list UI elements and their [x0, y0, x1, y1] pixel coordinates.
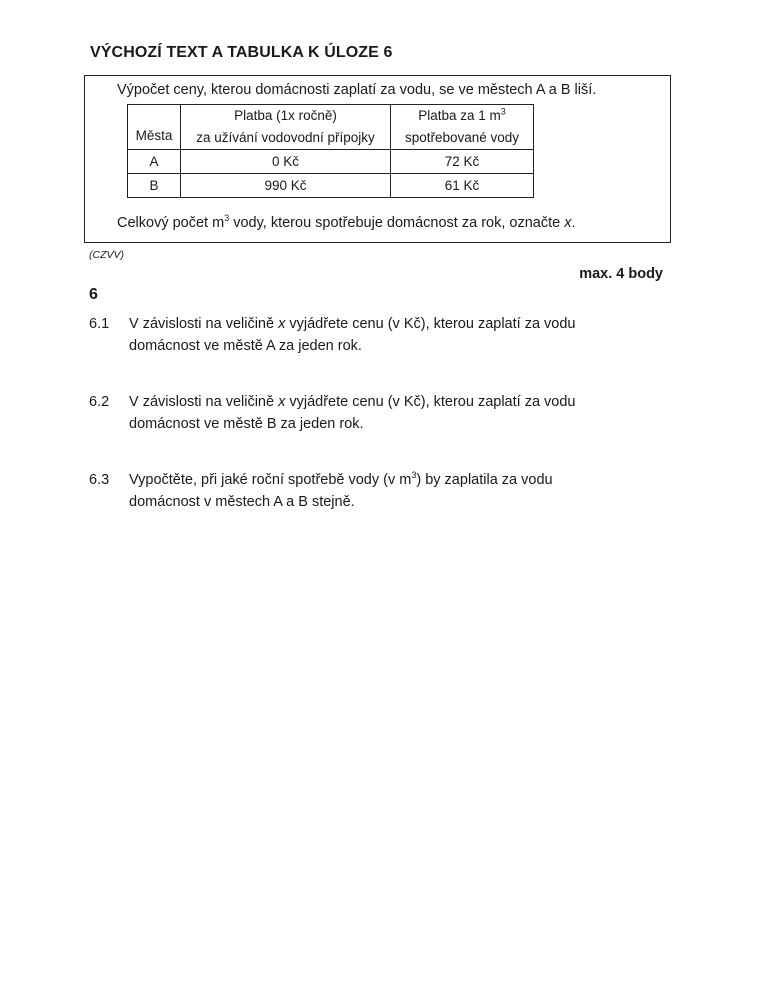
task-heading: VÝCHOZÍ TEXT A TABULKA K ÚLOZE 6: [90, 44, 393, 61]
max-points: max. 4 body: [579, 266, 663, 282]
table-row: [128, 150, 534, 174]
question-text: Vypočtěte, při jaké roční spotřebě vody (v $m^3$) by zaplatila za vodu domácnost v městech A a B stejně.: [129, 470, 553, 510]
table-header-row: [128, 105, 534, 150]
question-number: 6.3: [89, 472, 110, 488]
fee-cell: 0 Kč: [181, 150, 391, 174]
per-unit-cell: 61 Kč: [391, 174, 534, 198]
source-text-box: [84, 75, 671, 243]
per-unit-cell: 72 Kč: [391, 150, 534, 174]
fee-cell: 990 Kč: [181, 174, 391, 198]
question-text: V závislosti na veličině x vyjádřete cenu (v Kč), kterou zaplatí za vodu domácnost ve městě B za jeden rok.: [129, 394, 576, 432]
header-per-line1: Platba za 1 $m^3$: [418, 106, 506, 123]
header-per-line2: spotřebované vody: [404, 130, 520, 145]
city-cell: B: [128, 174, 181, 198]
header-city-label: Města: [135, 128, 173, 143]
question-number: 6.2: [89, 394, 110, 410]
question-number: 6.1: [89, 316, 110, 332]
closing-text: Celkový počet $m^3$ vody, kterou spotřebuje domácnost za rok, označte x.: [117, 213, 576, 231]
intro-text: Výpočet ceny, kterou domácnosti zaplatí za vodu, se ve městech A a B liší.: [117, 82, 597, 98]
header-fee-line2: za užívání vodovodní přípojky: [196, 130, 375, 145]
source-label: (CZVV): [89, 249, 124, 261]
header-fee-line1: Platba (1x ročně): [234, 108, 337, 123]
header-per-unit: [391, 105, 534, 150]
question-text: V závislosti na veličině x vyjádřete cenu (v Kč), kterou zaplatí za vodu domácnost ve městě A za jeden rok.: [129, 316, 576, 354]
table-row: [128, 174, 534, 198]
city-cell: A: [128, 150, 181, 174]
task-number: 6: [89, 286, 98, 303]
header-city: [128, 105, 181, 150]
header-fee: [181, 105, 391, 150]
price-table: [127, 104, 534, 198]
